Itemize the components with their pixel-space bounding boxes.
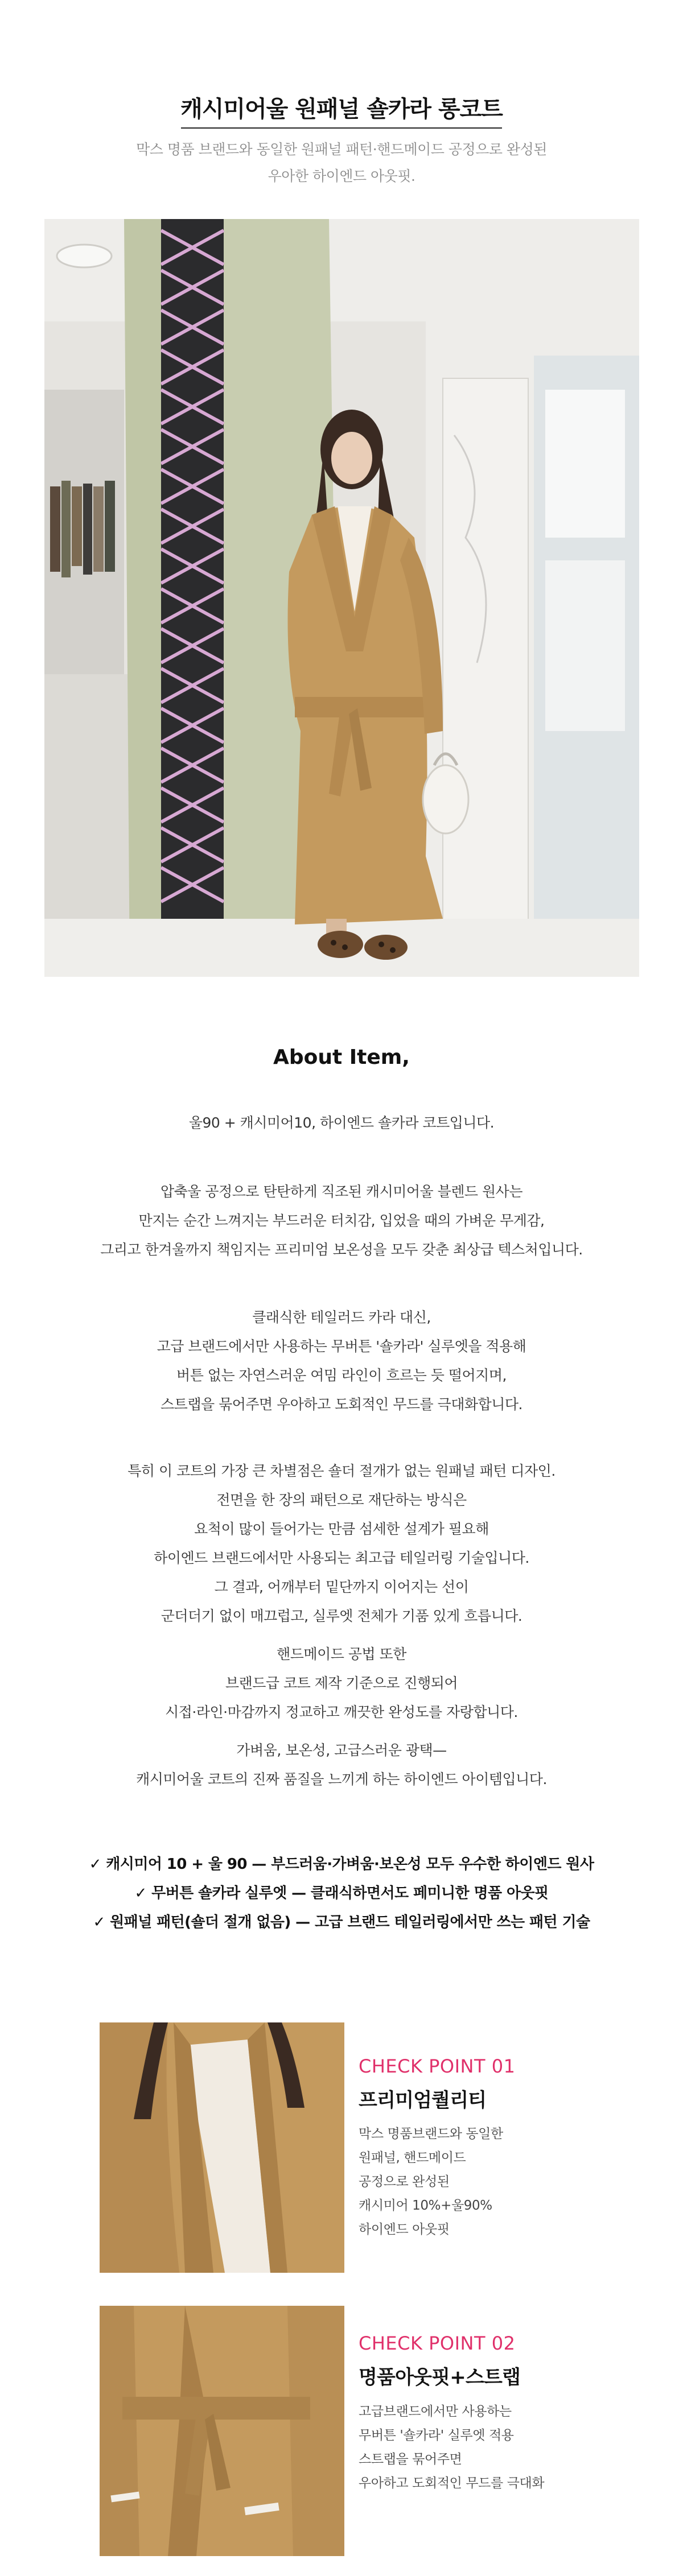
paragraph-line: 클래식한 테일러드 카라 대신, bbox=[252, 1309, 431, 1326]
description-line: 공정으로 완성된 bbox=[359, 2174, 450, 2189]
paragraph-line: 하이엔드 브랜드에서만 사용되는 최고급 테일러링 기술입니다. bbox=[154, 1550, 529, 1566]
paragraph-line: 브랜드급 코트 제작 기준으로 진행되어 bbox=[225, 1675, 458, 1691]
about-item-heading: About Item, bbox=[273, 1046, 410, 1069]
main-product-photo bbox=[44, 219, 639, 977]
description-line: 하이엔드 아웃핏 bbox=[359, 2222, 450, 2237]
paragraph-line: 가벼움, 보온성, 고급스러운 광택— bbox=[236, 1742, 447, 1758]
description-line: 무버튼 '숄카라' 실루엣 적용 bbox=[359, 2428, 514, 2443]
checklist-item: ✓ 원패널 패턴(숄더 절개 없음) — 고급 브랜드 테일러링에서만 쓰는 패턴 기술 bbox=[93, 1914, 590, 1931]
feature-checklist bbox=[0, 1850, 683, 1937]
product-subtitle-line1: 막스 명품 브랜드와 동일한 원패널 패턴·핸드메이드 공정으로 완성된 bbox=[136, 141, 547, 158]
about-paragraph-6 bbox=[0, 1736, 683, 1794]
checklist-item: ✓ 무버튼 숄카라 실루엣 — 클래식하면서도 페미니한 명품 아웃핏 bbox=[134, 1885, 549, 1902]
about-paragraph-3 bbox=[0, 1303, 683, 1419]
checkpoint-02-label: CHECK POINT 02 bbox=[359, 2333, 516, 2354]
title-underline bbox=[181, 127, 502, 129]
about-paragraph-2 bbox=[0, 1177, 683, 1264]
paragraph-line: 요척이 많이 들어가는 만큼 섬세한 설계가 필요해 bbox=[194, 1521, 489, 1537]
paragraph-line: 캐시미어울 코트의 진짜 품질을 느끼게 하는 하이엔드 아이템입니다. bbox=[136, 1771, 547, 1787]
checkpoint-02-description bbox=[359, 2400, 544, 2495]
paragraph-line: 울90 + 캐시미어10, 하이엔드 숄카라 코트입니다. bbox=[188, 1114, 495, 1131]
product-title: 캐시미어울 원패널 숄카라 롱코트 bbox=[180, 96, 503, 122]
checklist-item: ✓ 캐시미어 10 + 울 90 — 부드러움·가벼움·보온성 모두 우수한 하이엔드 원사 bbox=[89, 1856, 594, 1873]
paragraph-line: 그리고 한겨울까지 책임지는 프리미엄 보온성을 모두 갖춘 최상급 텍스처입니다. bbox=[100, 1241, 583, 1258]
checkpoint-01-description bbox=[359, 2122, 503, 2241]
paragraph-line: 특히 이 코트의 가장 큰 차별점은 숄더 절개가 없는 원패널 패턴 디자인. bbox=[127, 1463, 556, 1479]
paragraph-line: 그 결과, 어깨부터 밑단까지 이어지는 선이 bbox=[214, 1579, 469, 1595]
paragraph-line: 핸드메이드 공법 또한 bbox=[277, 1646, 406, 1662]
description-line: 막스 명품브랜드와 동일한 bbox=[359, 2127, 503, 2141]
checkpoint-01-label: CHECK POINT 01 bbox=[359, 2055, 516, 2077]
about-paragraph-4 bbox=[0, 1456, 683, 1630]
checkpoint-01-title: 프리미엄퀄리티 bbox=[359, 2089, 487, 2112]
paragraph-line: 고급 브랜드에서만 사용하는 무버튼 '숄카라' 실루엣을 적용해 bbox=[157, 1338, 526, 1355]
description-line: 캐시미어 10%+울90% bbox=[359, 2198, 492, 2213]
paragraph-line: 군더더기 없이 매끄럽고, 실루엣 전체가 기품 있게 흐릅니다. bbox=[161, 1608, 522, 1624]
description-line: 고급브랜드에서만 사용하는 bbox=[359, 2404, 512, 2419]
description-line: 우아하고 도회적인 무드를 극대화 bbox=[359, 2476, 545, 2491]
paragraph-line: 시접·라인·마감까지 정교하고 깨끗한 완성도를 자랑합니다. bbox=[165, 1704, 518, 1720]
checkpoint-02-photo bbox=[100, 2306, 344, 2556]
about-paragraph-5 bbox=[0, 1640, 683, 1727]
about-paragraph-1 bbox=[0, 1108, 683, 1137]
product-subtitle-line2: 우아한 하이엔드 아웃핏. bbox=[268, 168, 415, 184]
description-line: 스트랩을 묶어주면 bbox=[359, 2452, 462, 2467]
paragraph-line: 전면을 한 장의 패턴으로 재단하는 방식은 bbox=[216, 1492, 467, 1508]
description-line: 원패널, 핸드메이드 bbox=[359, 2150, 466, 2165]
paragraph-line: 만지는 순간 느껴지는 부드러운 터치감, 입었을 때의 가벼운 무게감, bbox=[138, 1212, 545, 1229]
checkpoint-02-title: 명품아웃핏+스트랩 bbox=[359, 2366, 521, 2389]
paragraph-line: 버튼 없는 자연스러운 여밈 라인이 흐르는 듯 떨어지며, bbox=[176, 1367, 507, 1384]
paragraph-line: 압축울 공정으로 탄탄하게 직조된 캐시미어울 블렌드 원사는 bbox=[161, 1183, 522, 1200]
checkpoint-01-photo bbox=[100, 2022, 344, 2273]
paragraph-line: 스트랩을 묶어주면 우아하고 도회적인 무드를 극대화합니다. bbox=[161, 1396, 522, 1413]
